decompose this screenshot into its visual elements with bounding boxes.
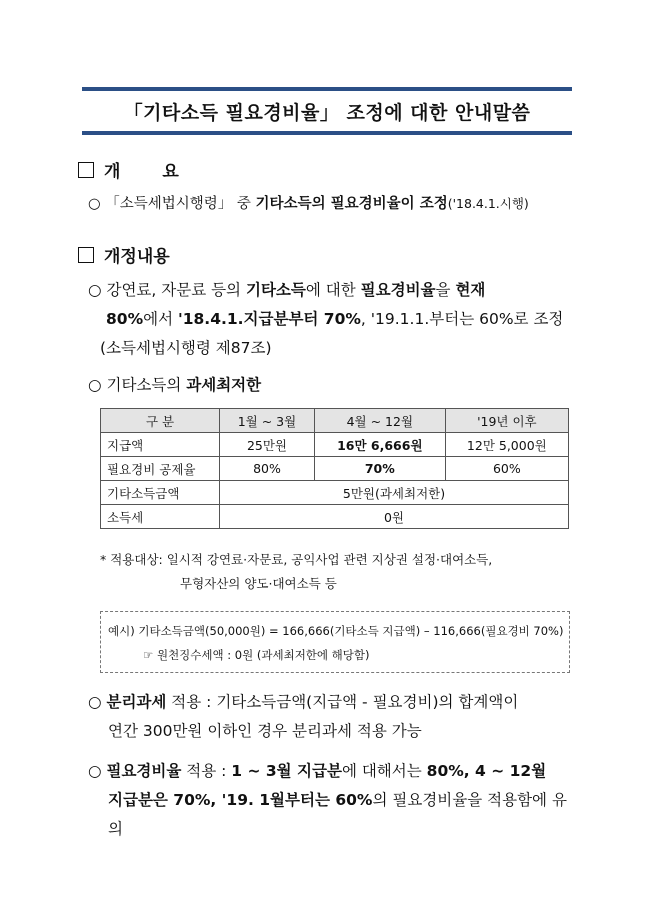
overview-pre: 「소득세법시행령」 중 (105, 196, 256, 212)
example-line-2: ☞ 원천징수세액 : 0원 (과세최저한에 해당함) (143, 648, 370, 662)
p1-text-4: 에서 (143, 310, 178, 328)
table-cell: 80% (220, 457, 315, 481)
p1-text-5: , '19.1.1.부터는 60%로 조정 (360, 310, 564, 328)
separate-tax-paragraph (88, 688, 568, 746)
table-row (101, 481, 569, 505)
bullet-circle: ○ (88, 376, 102, 394)
table-merged-cell: 0원 (220, 505, 569, 529)
table-row-label: 필요경비 공제율 (101, 457, 220, 481)
table-row (101, 505, 569, 529)
p1-bold-4: 80% (106, 310, 144, 328)
rate-bold-1: 필요경비율 (106, 762, 182, 780)
table-footnote (100, 548, 492, 596)
separate-text-1: 적용 : 기타소득금액(지급액 - 필요경비)의 합계액이 (166, 693, 519, 711)
table-row-label: 기타소득금액 (101, 481, 220, 505)
table-cell: 70% (314, 457, 445, 481)
p1-bold-1: 기타소득 (245, 281, 306, 299)
bullet-circle: ○ (88, 281, 102, 299)
p1-text-1: 강연료, 자문료 등의 (106, 281, 246, 299)
title-banner (82, 87, 572, 135)
table-cell: 12만 5,000원 (445, 433, 568, 457)
section-overview-heading (78, 157, 197, 182)
table-row-label: 지급액 (101, 433, 220, 457)
rate-text-2: 에 대해서는 (341, 762, 427, 780)
rate-bold-2: 1 ~ 3월 지급분 (231, 762, 342, 780)
rate-text-3: 의 필요경비율을 적용함에 유의 (108, 791, 567, 838)
rate-paragraph (88, 757, 568, 844)
checkbox-square-icon (78, 247, 94, 263)
table-header-cell: 구 분 (101, 409, 220, 433)
section-overview-title: 개 요 (104, 162, 197, 182)
table-cell: 16만 6,666원 (314, 433, 445, 457)
bullet-circle: ○ (88, 762, 102, 780)
table-row (101, 457, 569, 481)
table-row-label: 소득세 (101, 505, 220, 529)
page-title: 「기타소득 필요경비율」 조정에 대한 안내말씀 (123, 101, 531, 124)
p1-text-6: (소득세법시행령 제87조) (100, 339, 272, 357)
p1-bold-5: '18.4.1.지급분부터 70% (177, 310, 361, 328)
p2-text: 기타소득의 (106, 376, 187, 394)
table-row (101, 433, 569, 457)
section-changes-heading (78, 242, 170, 267)
minimum-tax-table (100, 408, 569, 529)
table-cell: 25만원 (220, 433, 315, 457)
changes-paragraph-2 (88, 371, 261, 400)
p1-bold-3: 현재 (455, 281, 486, 299)
footnote-line-2: 무형자산의 양도·대여소득 등 (180, 576, 337, 591)
table-header-cell: 1월 ~ 3월 (220, 409, 315, 433)
bullet-circle: ○ (88, 196, 101, 212)
footnote-line-1: * 적용대상: 일시적 강연료·자문료, 공익사업 관련 지상권 설정·대여소득, (100, 552, 493, 567)
overview-text (88, 189, 529, 219)
p2-bold: 과세최저한 (186, 376, 262, 394)
changes-paragraph-1 (88, 276, 568, 363)
overview-bold: 기타소득의 필요경비율이 조정 (255, 196, 448, 212)
section-changes-title: 개정내용 (104, 247, 170, 267)
bullet-circle: ○ (88, 693, 102, 711)
checkbox-square-icon (78, 162, 94, 178)
example-line-1: 예시) 기타소득금액(50,000원) = 166,666(기타소득 지급액) – 116,666(필요경비 70%) (108, 624, 564, 638)
example-box (100, 611, 570, 673)
separate-text-2: 연간 300만원 이하인 경우 분리과세 적용 가능 (108, 722, 422, 740)
rate-bold-4: 지급분은 70%, '19. 1월부터는 60% (108, 791, 373, 809)
p1-bold-2: 필요경비율 (360, 281, 436, 299)
table-header-cell: '19년 이후 (445, 409, 568, 433)
table-header-cell: 4월 ~ 12월 (314, 409, 445, 433)
p1-text-2: 에 대한 (305, 281, 361, 299)
table-header-row (101, 409, 569, 433)
overview-post: ('18.4.1.시행) (447, 196, 529, 211)
rate-text-1: 적용 : (181, 762, 232, 780)
separate-bold: 분리과세 (106, 693, 167, 711)
p1-text-3: 을 (435, 281, 456, 299)
rate-bold-3: 80%, 4 ~ 12월 (426, 762, 547, 780)
table-cell: 60% (445, 457, 568, 481)
table-merged-cell: 5만원(과세최저한) (220, 481, 569, 505)
